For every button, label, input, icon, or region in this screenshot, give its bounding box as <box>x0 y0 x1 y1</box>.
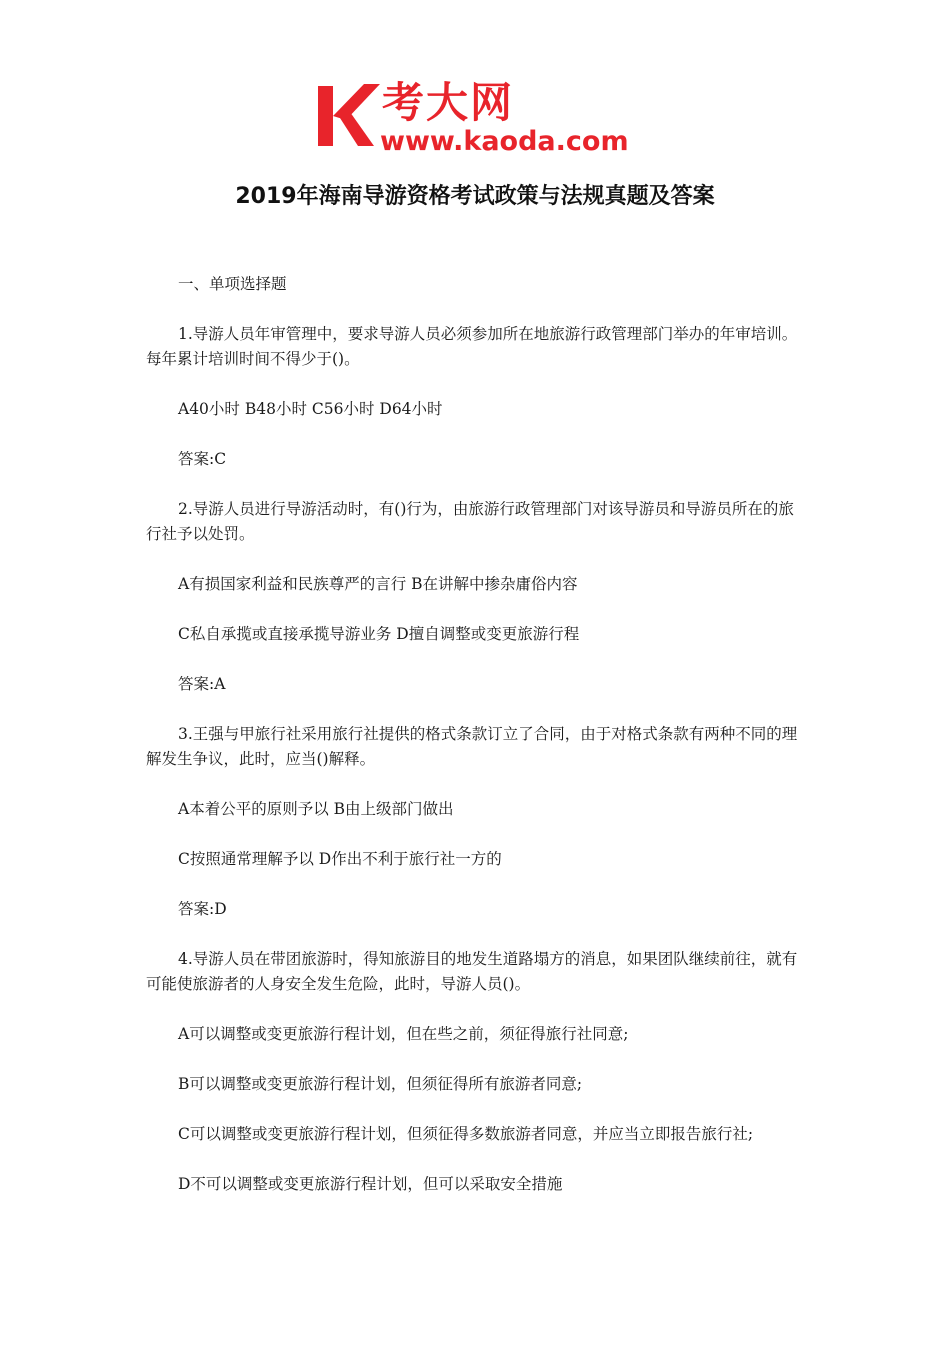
document-body <box>146 272 808 1197</box>
question-answer: 答案:C <box>178 450 227 468</box>
question-options: A40小时 B48小时 C56小时 D64小时 <box>178 400 443 418</box>
logo-url-text: www.kaoda.com <box>380 126 629 157</box>
question-options: C私自承揽或直接承揽导游业务 D擅自调整或变更旅游行程 <box>178 625 580 643</box>
question-stem: 1.导游人员年审管理中，要求导游人员必须参加所在地旅游行政管理部门举办的年审培训。每年累计培训时间不得少于()。 <box>146 325 798 368</box>
section-heading: 一、单项选择题 <box>178 275 287 293</box>
question-options: C可以调整或变更旅游行程计划，但须征得多数旅游者同意，并应当立即报告旅行社; <box>178 1125 754 1143</box>
question-stem: 2.导游人员进行导游活动时，有()行为，由旅游行政管理部门对该导游员和导游员所在的旅行社予以处罚。 <box>146 500 794 543</box>
question-options: B可以调整或变更旅游行程计划，但须征得所有旅游者同意; <box>178 1075 583 1093</box>
question-stem: 3.王强与甲旅行社采用旅行社提供的格式条款订立了合同，由于对格式条款有两种不同的理解发生争议，此时，应当()解释。 <box>146 725 798 768</box>
document-title: 2019年海南导游资格考试政策与法规真题及答案 <box>235 184 715 209</box>
question-answer: 答案:D <box>178 900 227 918</box>
logo-chinese-text: 考大网 <box>382 78 515 127</box>
kaoda-logo <box>316 78 640 162</box>
question-options: A可以调整或变更旅游行程计划，但在些之前，须征得旅行社同意; <box>178 1025 629 1043</box>
question-options: C按照通常理解予以 D作出不利于旅行社一方的 <box>178 850 502 868</box>
question-answer: 答案:A <box>178 675 226 693</box>
question-options: A本着公平的原则予以 B由上级部门做出 <box>178 800 454 818</box>
k-logo-icon <box>316 82 380 148</box>
question-options: D不可以调整或变更旅游行程计划，但可以采取安全措施 <box>178 1175 563 1193</box>
question-options: A有损国家利益和民族尊严的言行 B在讲解中掺杂庸俗内容 <box>178 575 578 593</box>
question-stem: 4.导游人员在带团旅游时，得知旅游目的地发生道路塌方的消息，如果团队继续前往，就有可能使旅游者的人身安全发生危险，此时，导游人员()。 <box>146 950 798 993</box>
